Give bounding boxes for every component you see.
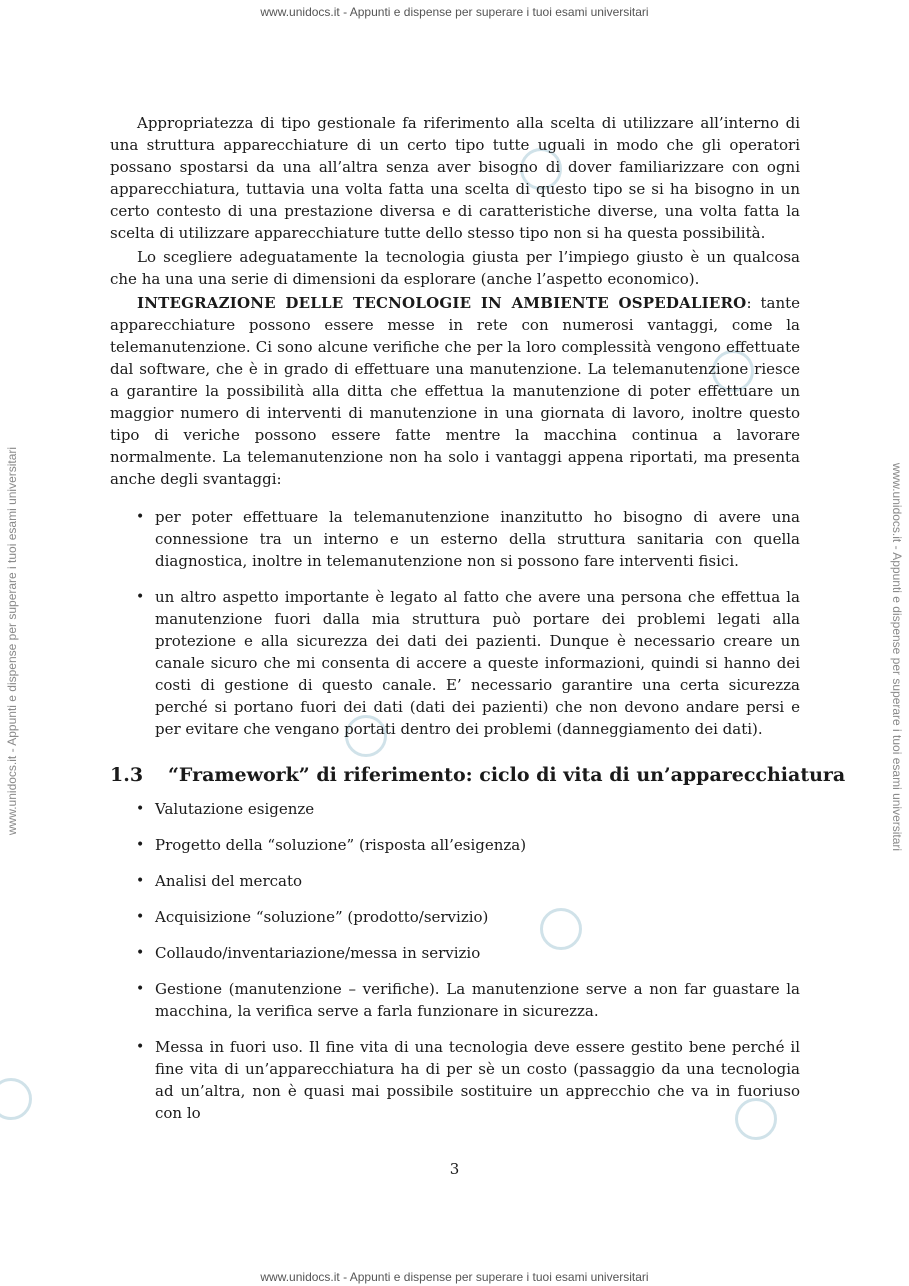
watermark-top: www.unidocs.it - Appunti e dispense per superare i tuoi esami universitari <box>260 5 649 19</box>
list-item <box>110 506 800 572</box>
list-item <box>110 978 800 1022</box>
inline-heading: INTEGRAZIONE DELLE TECNOLOGIE IN AMBIENTE OSPEDALIERO <box>137 294 747 312</box>
svantaggi-list <box>110 506 800 740</box>
document-body <box>110 112 846 1138</box>
paragraph-tecnologia: Lo scegliere adeguatamente la tecnologia giusta per l’impiego giusto è un qualcosa che ha una una serie di dimensioni da esplorare (anche l’aspetto economico). <box>110 248 800 288</box>
bullet-icon: • <box>136 945 145 961</box>
paragraph-integrazione-text: : tante apparecchiature possono essere messe in rete con numerosi vantaggi, come la telemanutenzione. Ci sono alcune verifiche che per la loro complessità vengono effettuate dal software, che è in grado di effettuare una manutenzione. La telemanutenzione riesce a garantire la possibilità alla ditta che effettua la manutenzione di poter effettuare un maggior numero di interventi di manutenzione in una giornata di lavoro, inoltre questo tipo di veriche possono essere fatte mentre la macchina continua a lavorare normalmente. La telemanutenzione non ha solo i vantaggi appena riportati, ma presenta anche degli svantaggi: <box>110 294 801 488</box>
section-number: 1.3 <box>110 764 144 786</box>
list-item-text: Gestione (manutenzione – verifiche). La manutenzione serve a non far guastare la macchina, la verifica serve a farla funzionare in sicurezza. <box>155 980 800 1020</box>
bullet-icon: • <box>136 801 145 817</box>
list-item-text: Analisi del mercato <box>155 872 303 890</box>
list-item-text: Acquisizione “soluzione” (prodotto/servizio) <box>155 908 489 926</box>
list-item <box>110 798 800 820</box>
bullet-icon: • <box>136 589 145 605</box>
ciclo-vita-list <box>110 798 800 1124</box>
list-item <box>110 1036 800 1124</box>
watermark-right: www.unidocs.it - Appunti e dispense per superare i tuoi esami universitari <box>890 462 904 852</box>
bullet-icon: • <box>136 981 145 997</box>
list-item-text: Progetto della “soluzione” (risposta all’esigenza) <box>155 836 527 854</box>
paragraph-appropriatezza: Appropriatezza di tipo gestionale fa riferimento alla scelta di utilizzare all’interno di una struttura apparecchiature di un certo tipo tutte uguali in modo che gli operatori possano spostarsi da una all’altra senza aver bisogno di dover familiarizzare con ogni apparecchiatura, tuttavia una volta fatta una scelta di questo tipo se si ha bisogno in un certo contesto di una prestazione diversa e di caratteristiche diverse, una volta fatta la scelta di utilizzare apparecchiature tutte dello stesso tipo non si ha questa possibilità. <box>110 114 800 242</box>
watermark-logo-icon <box>0 1078 32 1120</box>
list-item-text: per poter effettuare la telemanutenzione inanzitutto ho bisogno di avere una connessione tra un interno e un esterno della struttura sanitaria con quella diagnostica, inoltre in telemanutenzione non si possono fare interventi fisici. <box>155 508 800 570</box>
paragraph-integrazione <box>110 292 800 490</box>
list-item-text: un altro aspetto importante è legato al fatto che avere una persona che effettua la manutenzione fuori dalla mia struttura può portare dei problemi legati alla protezione e alla sicurezza dei dati dei pazienti. Dunque è necessario creare un canale sicuro che mi consenta di accere a queste informazioni, quindi si hanno dei costi di gestione di questo canale. E’ necessario garantire una certa sicurezza perché si portano fuori dei dati (dati dei pazienti) che non devono andare persi e per evitare che vengano portati dentro dei problemi (danneggiamento dei dati). <box>155 588 800 738</box>
section-heading <box>110 762 846 788</box>
list-item <box>110 906 800 928</box>
section-title: “Framework” di riferimento: ciclo di vita di un’apparecchiatura <box>168 764 846 786</box>
bullet-icon: • <box>136 873 145 889</box>
list-item-text: Messa in fuori uso. Il fine vita di una tecnologia deve essere gestito bene perché il fine vita di un’apparecchiatura ha di per sè un costo (passaggio da una tecnologia ad un’altra, non è quasi mai possibile sostituire un apprecchio che va in fuoriuso con lo <box>155 1038 800 1122</box>
page-number: 3 <box>449 1160 460 1178</box>
bullet-icon: • <box>136 1039 145 1055</box>
bullet-icon: • <box>136 509 145 525</box>
bullet-icon: • <box>136 909 145 925</box>
list-item <box>110 834 800 856</box>
list-item-text: Collaudo/inventariazione/messa in servizio <box>155 944 481 962</box>
list-item <box>110 586 800 740</box>
list-item-text: Valutazione esigenze <box>155 800 315 818</box>
watermark-bottom: www.unidocs.it - Appunti e dispense per superare i tuoi esami universitari <box>260 1270 649 1284</box>
list-item <box>110 870 800 892</box>
bullet-icon: • <box>136 837 145 853</box>
list-item <box>110 942 800 964</box>
watermark-left: www.unidocs.it - Appunti e dispense per superare i tuoi esami universitari <box>5 446 19 836</box>
